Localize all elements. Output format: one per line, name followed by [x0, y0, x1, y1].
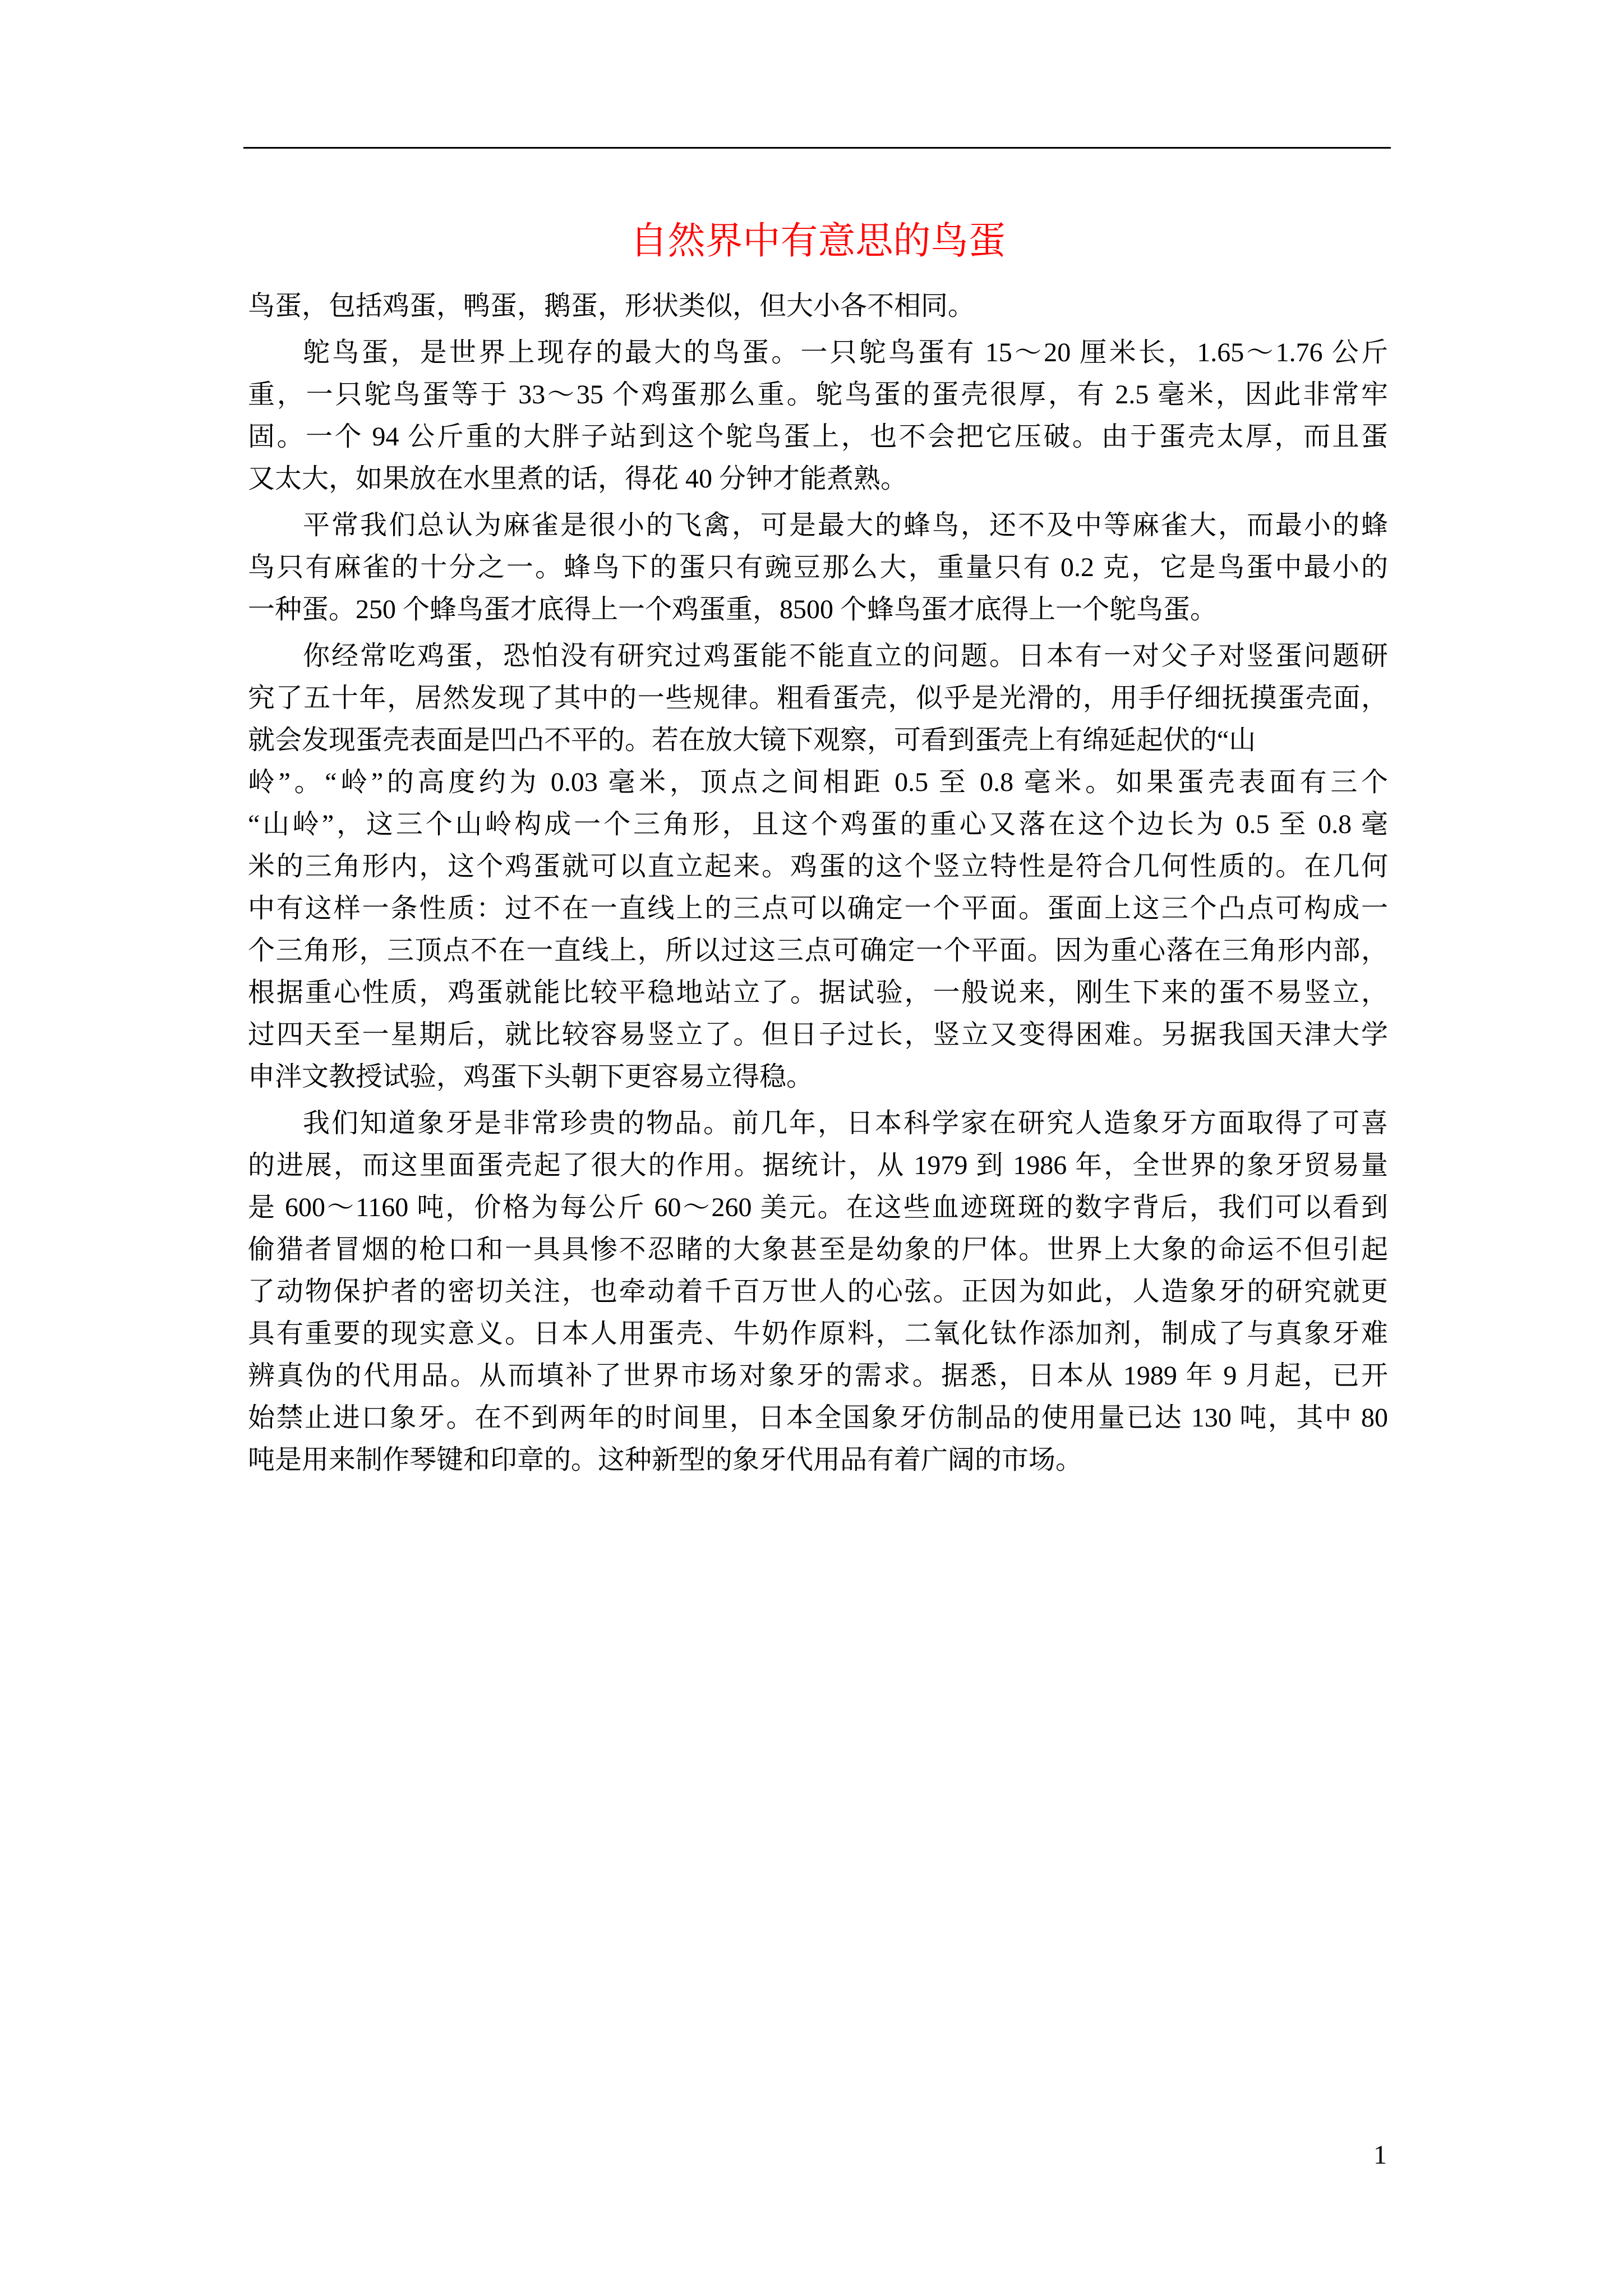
text-line: 就会发现蛋壳表面是凹凸不平的。若在放大镜下观察，可看到蛋壳上有绵延起伏的“山	[248, 725, 1256, 755]
text-line: 你经常吃鸡蛋，恐怕没有研究过鸡蛋能不能直立的问题。日本有一对父子对竖蛋问题研	[303, 641, 1388, 671]
text-line: 鸟只有麻雀的十分之一。蜂鸟下的蛋只有豌豆那么大，重量只有 0.2 克，它是鸟蛋中最小的	[248, 553, 1388, 582]
paragraph-standing-egg	[248, 635, 1388, 1098]
text-line: 辨真伪的代用品。从而填补了世界市场对象牙的需求。据悉，日本从 1989 年 9 月起，已开	[248, 1361, 1388, 1391]
document-title: 自然界中有意思的鸟蛋	[630, 220, 1006, 262]
text-line: 米的三角形内，这个鸡蛋就可以直立起来。鸡蛋的这个竖立特性是符合几何性质的。在几何	[248, 852, 1388, 881]
text-line: 究了五十年，居然发现了其中的一些规律。粗看蛋壳，似乎是光滑的，用手仔细抚摸蛋壳面，	[248, 683, 1388, 713]
text-line: 了动物保护者的密切关注，也牵动着千百万世人的心弦。正因为如此，人造象牙的研究就更	[248, 1277, 1388, 1306]
text-line: 鸟蛋，包括鸡蛋，鸭蛋，鹅蛋，形状类似，但大小各不相同。	[248, 291, 975, 321]
text-line: 又太大，如果放在水里煮的话，得花 40 分钟才能煮熟。	[248, 464, 908, 494]
page-number: 1	[1373, 2140, 1387, 2170]
text-line: 申泮文教授试验，鸡蛋下头朝下更容易立得稳。	[248, 1062, 814, 1092]
text-line: 始禁止进口象牙。在不到两年的时间里，日本全国象牙仿制品的使用量已达 130 吨，其中 80	[248, 1403, 1388, 1433]
text-line: 岭”。“岭”的高度约为 0.03 毫米，顶点之间相距 0.5 至 0.8 毫米。如果蛋壳表面有三个	[248, 767, 1388, 797]
text-line: 吨是用来制作琴键和印章的。这种新型的象牙代用品有着广阔的市场。	[248, 1445, 1083, 1475]
text-line: 是 600～1160 吨，价格为每公斤 60～260 美元。在这些血迹斑斑的数字背后，我们可以看到	[248, 1193, 1388, 1222]
paragraph-ostrich-egg	[248, 332, 1388, 500]
text-line: 中有这样一条性质：过不在一直线上的三点可以确定一个平面。蛋面上这三个凸点可构成一	[248, 894, 1388, 923]
text-line: 一种蛋。250 个蜂鸟蛋才底得上一个鸡蛋重，8500 个蜂鸟蛋才底得上一个鸵鸟蛋。	[248, 595, 1218, 624]
text-line: 鸵鸟蛋，是世界上现存的最大的鸟蛋。一只鸵鸟蛋有 15～20 厘米长，1.65～1.76 公斤	[303, 338, 1388, 367]
text-line: “山岭”，这三个山岭构成一个三角形，且这个鸡蛋的重心又落在这个边长为 0.5 至 0.8 毫	[248, 809, 1388, 839]
text-line: 根据重心性质，鸡蛋就能比较平稳地站立了。据试验，一般说来，刚生下来的蛋不易竖立，	[248, 978, 1388, 1007]
text-line: 重，一只鸵鸟蛋等于 33～35 个鸡蛋那么重。鸵鸟蛋的蛋壳很厚，有 2.5 毫米，因此非常牢	[248, 380, 1388, 409]
text-line: 偷猎者冒烟的枪口和一具具惨不忍睹的大象甚至是幼象的尸体。世界上大象的命运不但引起	[248, 1235, 1388, 1264]
text-line: 过四天至一星期后，就比较容易竖立了。但日子过长，竖立又变得困难。另据我国天津大学	[248, 1020, 1388, 1050]
paragraph-hummingbird-egg	[248, 504, 1388, 631]
text-line: 的进展，而这里面蛋壳起了很大的作用。据统计，从 1979 到 1986 年，全世界的象牙贸易量	[248, 1151, 1388, 1180]
text-line: 我们知道象牙是非常珍贵的物品。前几年，日本科学家在研究人造象牙方面取得了可喜	[303, 1108, 1388, 1138]
header-rule	[243, 147, 1391, 149]
text-line: 具有重要的现实意义。日本人用蛋壳、牛奶作原料，二氧化钛作添加剂，制成了与真象牙难	[248, 1319, 1388, 1349]
article-body	[248, 285, 1388, 1481]
paragraph-artificial-ivory	[248, 1102, 1388, 1481]
text-line: 个三角形，三顶点不在一直线上，所以过这三点可确定一个平面。因为重心落在三角形内部，	[248, 936, 1388, 965]
paragraph-intro	[248, 285, 1388, 327]
text-line: 平常我们总认为麻雀是很小的飞禽，可是最大的蜂鸟，还不及中等麻雀大，而最小的蜂	[303, 510, 1388, 540]
text-line: 固。一个 94 公斤重的大胖子站到这个鸵鸟蛋上，也不会把它压破。由于蛋壳太厚，而且蛋	[248, 422, 1388, 452]
